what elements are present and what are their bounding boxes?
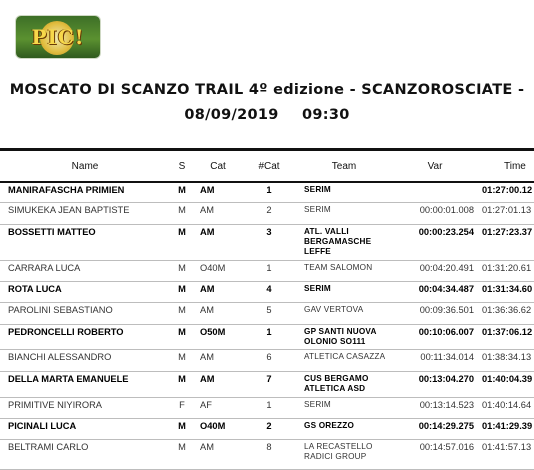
col-header-name: Name (0, 151, 170, 182)
sex-cell: F (170, 397, 194, 418)
col-header-team: Team (296, 151, 392, 182)
gap-cell: 00:13:04.270 (392, 371, 478, 397)
category-cell: AM (194, 281, 242, 302)
category-cell: O40M (194, 418, 242, 439)
category-cell: AM (194, 371, 242, 397)
finish-time-cell: 01:40:04.39 (478, 371, 534, 397)
category-rank-cell: 6 (242, 349, 296, 371)
col-header-category: Cat (194, 151, 242, 182)
gap-cell: 00:14:57.016 (392, 439, 478, 469)
finish-time-cell: 01:37:06.12 (478, 324, 534, 349)
category-rank-cell: 1 (242, 182, 296, 202)
sex-cell: M (170, 371, 194, 397)
document-title (0, 78, 534, 128)
table-row (0, 349, 534, 371)
team-cell: SERIM (296, 202, 392, 224)
category-cell: O50M (194, 324, 242, 349)
runner-name-cell: SIMUKEKA JEAN BAPTISTE (0, 202, 170, 224)
category-rank-cell: 1 (242, 260, 296, 281)
team-cell: GAV VERTOVA (296, 302, 392, 324)
gap-cell: 00:00:23.254 (392, 224, 478, 260)
team-cell: SERIM (296, 397, 392, 418)
category-cell: AM (194, 202, 242, 224)
race-title: MOSCATO DI SCANZO TRAIL 4º edizione - SCANZOROSCIATE - (9, 82, 525, 98)
category-cell: AM (194, 349, 242, 371)
category-rank-cell: 1 (242, 324, 296, 349)
gap-cell: 00:14:29.275 (392, 418, 478, 439)
finish-time-cell: 01:27:23.37 (478, 224, 534, 260)
table-row (0, 302, 534, 324)
gap-cell: 00:11:34.014 (392, 349, 478, 371)
results-body (0, 182, 534, 469)
runner-name-cell: BELTRAMI CARLO (0, 439, 170, 469)
team-cell: TEAM SALOMON (296, 260, 392, 281)
gap-cell (392, 182, 478, 202)
table-row (0, 260, 534, 281)
runner-name-cell: ROTA LUCA (0, 281, 170, 302)
category-rank-cell: 1 (242, 397, 296, 418)
category-rank-cell: 5 (242, 302, 296, 324)
category-cell: AM (194, 302, 242, 324)
category-cell: O40M (194, 260, 242, 281)
finish-time-cell: 01:41:57.13 (478, 439, 534, 469)
runner-name-cell: BOSSETTI MATTEO (0, 224, 170, 260)
table-row (0, 439, 534, 469)
team-cell: GP SANTI NUOVA OLONIO SO111 (296, 324, 392, 349)
gap-cell: 00:09:36.501 (392, 302, 478, 324)
finish-time-cell: 01:38:34.13 (478, 349, 534, 371)
results-header-row (0, 151, 534, 182)
logo-text: PIC! (31, 25, 85, 49)
table-row (0, 371, 534, 397)
table-row (0, 397, 534, 418)
finish-time-cell: 01:40:14.64 (478, 397, 534, 418)
runner-name-cell: BIANCHI ALESSANDRO (0, 349, 170, 371)
runner-name-cell: CARRARA LUCA (0, 260, 170, 281)
runner-name-cell: PRIMITIVE NIYIRORA (0, 397, 170, 418)
team-cell: ATLETICA CASAZZA (296, 349, 392, 371)
category-rank-cell: 4 (242, 281, 296, 302)
sex-cell: M (170, 439, 194, 469)
gap-cell: 00:13:14.523 (392, 397, 478, 418)
runner-name-cell: PEDRONCELLI ROBERTO (0, 324, 170, 349)
table-row (0, 281, 534, 302)
race-date-line (0, 103, 534, 128)
sex-cell: M (170, 224, 194, 260)
runner-name-cell: DELLA MARTA EMANUELE (0, 371, 170, 397)
logo (16, 16, 100, 58)
finish-time-cell: 01:31:20.61 (478, 260, 534, 281)
runner-name-cell: PICINALI LUCA (0, 418, 170, 439)
table-row (0, 224, 534, 260)
gap-cell: 00:00:01.008 (392, 202, 478, 224)
team-cell: GS OREZZO (296, 418, 392, 439)
finish-time-cell: 01:36:36.62 (478, 302, 534, 324)
category-rank-cell: 3 (242, 224, 296, 260)
results-table (0, 151, 534, 470)
team-cell: LA RECASTELLO RADICI GROUP (296, 439, 392, 469)
table-row (0, 324, 534, 349)
gap-cell: 00:10:06.007 (392, 324, 478, 349)
team-cell: ATL. VALLI BERGAMASCHE LEFFE (296, 224, 392, 260)
table-row (0, 418, 534, 439)
table-row (0, 202, 534, 224)
sex-cell: M (170, 349, 194, 371)
finish-time-cell: 01:27:01.13 (478, 202, 534, 224)
sex-cell: M (170, 260, 194, 281)
team-cell: SERIM (296, 182, 392, 202)
category-cell: AM (194, 182, 242, 202)
race-time: 09:30 (302, 107, 350, 123)
runner-name-cell: MANIRAFASCHA PRIMIEN (0, 182, 170, 202)
team-cell: CUS BERGAMO ATLETICA ASD (296, 371, 392, 397)
sex-cell: M (170, 202, 194, 224)
finish-time-cell: 01:31:34.60 (478, 281, 534, 302)
sex-cell: M (170, 418, 194, 439)
category-cell: AM (194, 439, 242, 469)
col-header-sex: S (170, 151, 194, 182)
finish-time-cell: 01:27:00.12 (478, 182, 534, 202)
category-rank-cell: 2 (242, 418, 296, 439)
category-cell: AM (194, 224, 242, 260)
sex-cell: M (170, 182, 194, 202)
table-row (0, 182, 534, 202)
sex-cell: M (170, 281, 194, 302)
race-date: 08/09/2019 (184, 107, 279, 123)
gap-cell: 00:04:34.487 (392, 281, 478, 302)
sex-cell: M (170, 324, 194, 349)
sex-cell: M (170, 302, 194, 324)
category-rank-cell: 8 (242, 439, 296, 469)
category-rank-cell: 7 (242, 371, 296, 397)
runner-name-cell: PAROLINI SEBASTIANO (0, 302, 170, 324)
gap-cell: 00:04:20.491 (392, 260, 478, 281)
col-header-gap: Var (392, 151, 478, 182)
finish-time-cell: 01:41:29.39 (478, 418, 534, 439)
team-cell: SERIM (296, 281, 392, 302)
category-rank-cell: 2 (242, 202, 296, 224)
category-cell: AF (194, 397, 242, 418)
col-header-category-rank: #Cat (242, 151, 296, 182)
col-header-time: Time (478, 151, 534, 182)
